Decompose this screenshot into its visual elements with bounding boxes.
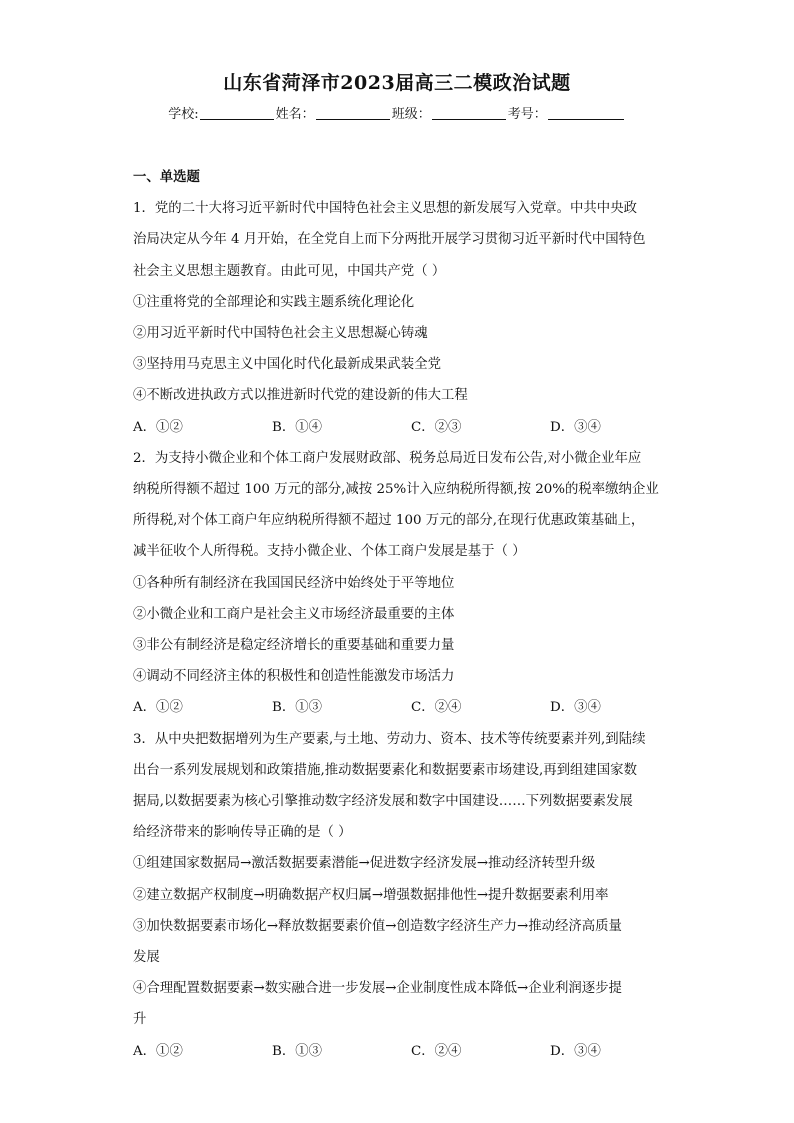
statement-item: ②小微企业和工商户是社会主义市场经济最重要的主体 bbox=[133, 606, 455, 622]
answer-options bbox=[133, 412, 661, 443]
name-blank[interactable] bbox=[316, 105, 390, 120]
option-b[interactable]: B．①④ bbox=[272, 419, 323, 435]
question-stem-line: 纳税所得额不超过 100 万元的部分,减按 25%计入应纳税所得额,按 20%的税率缴纳企业 bbox=[133, 482, 659, 498]
exam-title: 山东省菏泽市2023届高三二模政治试题 bbox=[223, 72, 571, 94]
question-stem-line: 减半征收个人所得税。支持小微企业、个体工商户发展是基于（ ） bbox=[133, 544, 526, 560]
statement-item: ①组建国家数据局→激活数据要素潜能→促进数字经济发展→推动经济转型升级 bbox=[133, 856, 596, 872]
option-a[interactable]: A．①② bbox=[133, 700, 183, 716]
statement-item: 升 bbox=[133, 1012, 147, 1028]
question-stem-line: 据局,以数据要素为核心引擎推动数字经济发展和数字中国建设……下列数据要素发展 bbox=[133, 794, 633, 810]
question-stem-line: 给经济带来的影响传导正确的是（ ） bbox=[133, 825, 352, 841]
statement-item: ②用习近平新时代中国特色社会主义思想凝心铸魂 bbox=[133, 326, 428, 342]
question-stem-line: 2．为支持小微企业和个体工商户发展财政部、税务总局近日发布公告,对小微企业年应 bbox=[133, 450, 642, 466]
question-stem-line: 1．党的二十大将习近平新时代中国特色社会主义思想的新发展写入党章。中共中央政 bbox=[133, 201, 637, 217]
statement-item: ④不断改进执政方式以推进新时代党的建设新的伟大工程 bbox=[133, 388, 468, 404]
option-a[interactable]: A．①② bbox=[133, 419, 183, 435]
number-label: 考号： bbox=[507, 107, 547, 122]
statement-item: ③坚持用马克思主义中国化时代化最新成果武装全党 bbox=[133, 357, 441, 373]
statement-item: ④合理配置数据要素→数实融合进一步发展→企业制度性成本降低→企业利润逐步提 bbox=[133, 981, 622, 997]
statement-item: ④调动不同经济主体的积极性和创造性能激发市场活力 bbox=[133, 669, 455, 685]
question-stem-line: 3．从中央把数据增列为生产要素,与土地、劳动力、资本、技术等传统要素并列,到陆续 bbox=[133, 731, 646, 747]
question-1 bbox=[133, 193, 661, 443]
option-b[interactable]: B．①③ bbox=[272, 700, 323, 716]
question-stem-line: 所得税,对个体工商户年应纳税所得额不超过 100 万元的部分,在现行优惠政策基础上， bbox=[133, 513, 645, 529]
option-c[interactable]: C．②④ bbox=[411, 1043, 462, 1059]
statement-item: ③非公有制经济是稳定经济增长的重要基础和重要力量 bbox=[133, 638, 455, 654]
school-blank[interactable] bbox=[200, 105, 274, 120]
statement-item: ①各种所有制经济在我国国民经济中始终处于平等地位 bbox=[133, 575, 455, 591]
name-label: 姓名： bbox=[275, 107, 315, 122]
option-c[interactable]: C．②③ bbox=[411, 419, 462, 435]
question-stem-line: 出台一系列发展规划和政策措施,推动数据要素化和数据要素市场建设,再到组建国家数 bbox=[133, 762, 637, 778]
question-stem-line: 社会主义思想主题教育。由此可见，中国共产党（ ） bbox=[133, 263, 446, 279]
exam-content bbox=[133, 162, 661, 1067]
question-stem-line: 治局决定从今年 4 月开始，在全党自上而下分两批开展学习贯彻习近平新时代中国特色 bbox=[133, 232, 646, 248]
statement-item: ①注重将党的全部理论和实践主题系统化理论化 bbox=[133, 294, 415, 310]
option-b[interactable]: B．①③ bbox=[272, 1043, 323, 1059]
option-d[interactable]: D．③④ bbox=[550, 419, 601, 435]
statement-item: ③加快数据要素市场化→释放数据要素价值→创造数字经济生产力→推动经济高质量 bbox=[133, 918, 622, 934]
section-heading: 一、单选题 bbox=[133, 170, 200, 185]
answer-options bbox=[133, 1036, 661, 1067]
school-label: 学校: bbox=[168, 107, 199, 122]
option-a[interactable]: A．①② bbox=[133, 1043, 183, 1059]
question-2 bbox=[133, 443, 661, 724]
statement-item: 发展 bbox=[133, 950, 160, 966]
statement-item: ②建立数据产权制度→明确数据产权归属→增强数据排他性→提升数据要素利用率 bbox=[133, 887, 609, 903]
student-info-line bbox=[0, 103, 794, 122]
option-c[interactable]: C．②④ bbox=[411, 700, 462, 716]
option-d[interactable]: D．③④ bbox=[550, 700, 601, 716]
question-3 bbox=[133, 724, 661, 1067]
answer-options bbox=[133, 692, 661, 723]
class-blank[interactable] bbox=[432, 105, 506, 120]
class-label: 班级： bbox=[391, 107, 431, 122]
number-blank[interactable] bbox=[548, 105, 624, 120]
option-d[interactable]: D．③④ bbox=[550, 1043, 601, 1059]
